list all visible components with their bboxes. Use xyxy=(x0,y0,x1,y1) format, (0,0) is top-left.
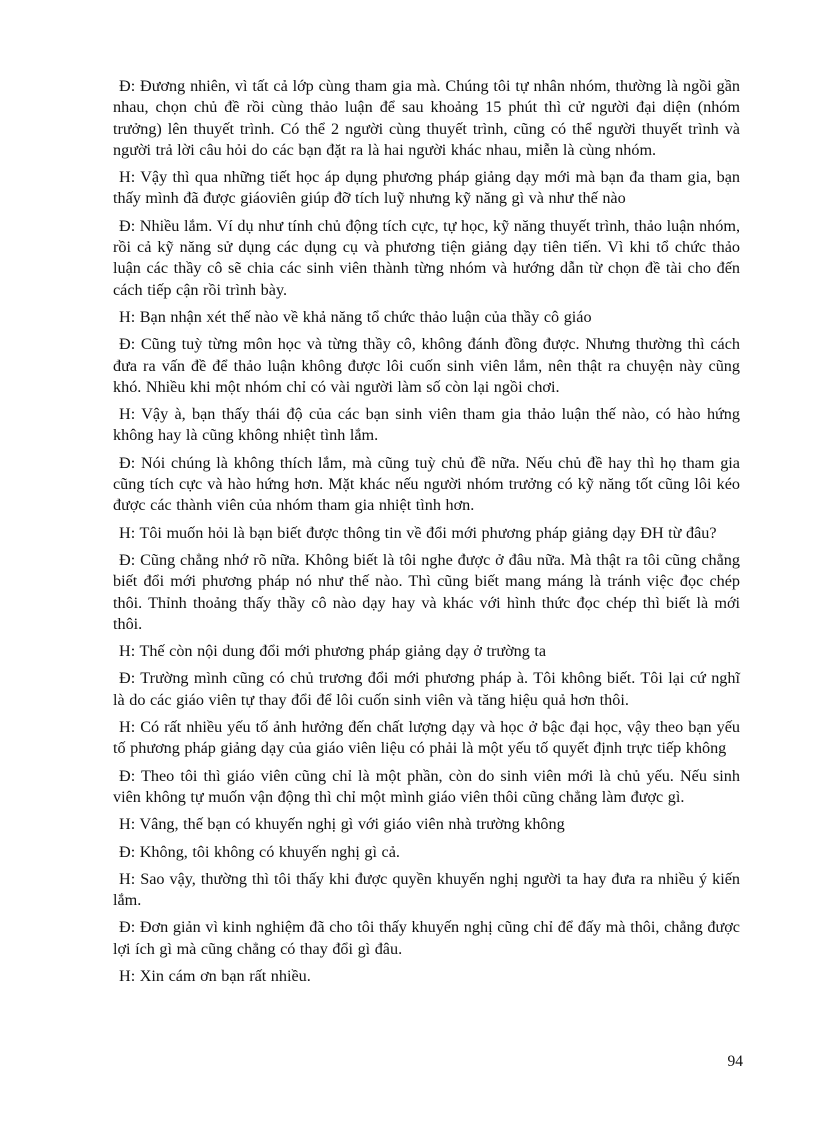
answer-paragraph: Đ: Trường mình cũng có chủ trương đổi mới phương pháp à. Tôi không biết. Tôi lại cứ nghĩ là do các giáo viên tự thay đổi để lôi cuốn sinh viên và tăng hiệu quả hơn thôi. xyxy=(113,669,740,709)
question-paragraph: H: Xin cám ơn bạn rất nhiều. xyxy=(119,966,311,985)
question-paragraph: H: Vậy thì qua những tiết học áp dụng phương pháp giảng dạy mới mà bạn đa tham gia, bạn thấy mình đã được giáoviên giúp đỡ tích luỹ nhưng kỹ năng gì và như thế nào xyxy=(113,168,740,208)
answer-paragraph: Đ: Đương nhiên, vì tất cả lớp cùng tham gia mà. Chúng tôi tự nhân nhóm, thường là ngồi gần nhau, chọn chủ đề rồi cùng thảo luận để sau khoảng 15 phút thì cử người đại diện (nhóm trưởng) lên thuyết trình. Có thể 2 người cùng thuyết trình, cũng có thể người thuyết trình và người trả lời câu hỏi do các bạn đặt ra là hai người khác nhau, miễn là cùng nhóm. xyxy=(113,77,740,159)
question-paragraph: H: Vâng, thế bạn có khuyến nghị gì với giáo viên nhà trường không xyxy=(119,815,565,834)
question-paragraph: H: Tôi muốn hỏi là bạn biết được thông tin về đổi mới phương pháp giảng dạy ĐH từ đâu? xyxy=(119,523,717,542)
answer-paragraph: Đ: Cũng chẳng nhớ rõ nữa. Không biết là tôi nghe được ở đâu nữa. Mà thật ra tôi cũng chẳng biết đổi mới phương pháp nó như thế nào. Thì cũng biết mang máng là tránh việc đọc chép thôi. Thỉnh thoảng thấy thầy cô nào dạy hay và khác với hình thức đọc chép thì biết là mới thôi. xyxy=(113,550,740,633)
page-number: 94 xyxy=(727,1053,743,1070)
answer-paragraph: Đ: Nhiều lắm. Ví dụ như tính chủ động tích cực, tự học, kỹ năng thuyết trình, thảo luận nhóm, rồi cả kỹ năng sử dụng các dụng cụ và phương tiện giảng dạy tiên tiến. Vì khi tổ chức thảo luận các thầy cô sẽ chia các sinh viên thành từng nhóm và hướng dẫn từ chọn đề tài cho đến cách tiếp cận rồi trình bày. xyxy=(113,216,740,299)
question-paragraph: H: Vậy à, bạn thấy thái độ của các bạn sinh viên tham gia thảo luận thế nào, có hào hứng không hay là cũng không nhiệt tình lắm. xyxy=(113,405,740,445)
question-paragraph: H: Thế còn nội dung đổi mới phương pháp giảng dạy ở trường ta xyxy=(119,642,547,661)
question-paragraph: H: Sao vậy, thường thì tôi thấy khi được quyền khuyến nghị người ta hay đưa ra nhiều ý kiến lắm. xyxy=(113,869,740,910)
answer-paragraph: Đ: Cũng tuỳ từng môn học và từng thầy cô, không đánh đồng được. Nhưng thường thì cách đưa ra vấn đề để thảo luận không được lôi cuốn sinh viên lắm, nên thật ra chuyện này cũng khó. Nhiều khi một nhóm chỉ có vài người làm số còn lại ngồi chơi. xyxy=(113,335,740,396)
answer-paragraph: Đ: Không, tôi không có khuyến nghị gì cả. xyxy=(119,842,400,861)
question-paragraph: H: Có rất nhiều yếu tố ảnh hưởng đến chất lượng dạy và học ở bậc đại học, vậy theo bạn yếu tố phương pháp giảng dạy của giáo viên liệu có phải là một yếu tố quyết định trực tiếp không xyxy=(113,718,740,758)
question-paragraph: H: Bạn nhận xét thế nào về khả năng tổ chức thảo luận của thầy cô giáo xyxy=(119,307,592,326)
interview-transcript xyxy=(113,76,740,993)
answer-paragraph: Đ: Nói chúng là không thích lắm, mà cũng tuỳ chủ đề nữa. Nếu chủ đề hay thì họ tham gia cũng tích cực và hào hứng hơn. Mặt khác nếu người nhóm trưởng có kỹ năng tốt cũng lôi kéo được các thành viên của nhóm tham gia nhiệt tình hơn. xyxy=(113,453,740,515)
answer-paragraph: Đ: Theo tôi thì giáo viên cũng chỉ là một phần, còn do sinh viên mới là chủ yếu. Nếu sinh viên không tự muốn vận động thì chỉ một mình giáo viên thôi cũng chẳng làm được gì. xyxy=(113,766,740,806)
answer-paragraph: Đ: Đơn giản vì kinh nghiệm đã cho tôi thấy khuyến nghị cũng chỉ để đấy mà thôi, chẳng được lợi ích gì mà cũng chẳng có thay đổi gì đâu. xyxy=(113,918,740,958)
